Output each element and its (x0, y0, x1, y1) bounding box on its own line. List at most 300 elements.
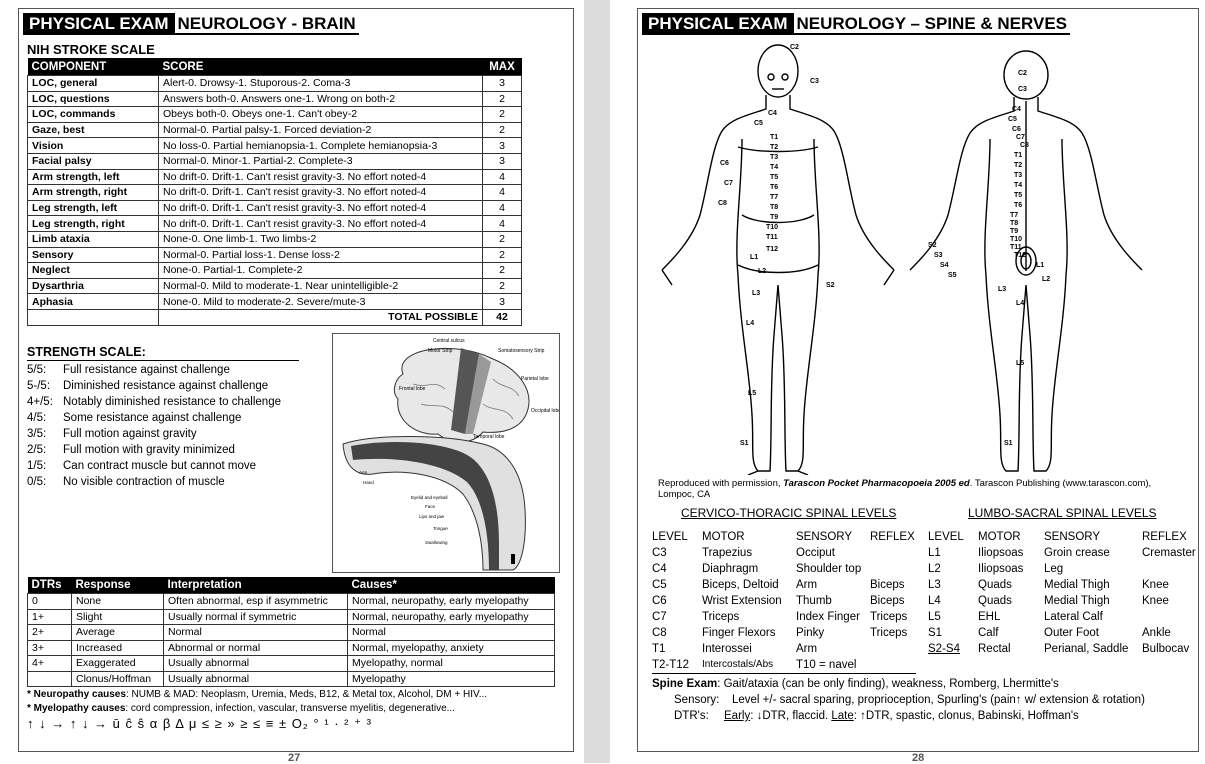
spine-reflex: Biceps (870, 579, 905, 591)
spine-exam-label: Spine Exam (652, 678, 718, 690)
logo-mark-icon (511, 554, 515, 564)
dermatome-label: C2 (790, 44, 799, 51)
myelopathy-text: : cord compression, infection, vascular, transverse myelitis, degenerative... (125, 703, 455, 714)
header-section-label: PHYSICAL EXAM (23, 13, 175, 35)
table-row (28, 216, 522, 232)
dermatome-label: T10 (766, 224, 779, 231)
dtr-level: 4+ (28, 656, 72, 672)
nih-component: Vision (28, 138, 159, 154)
nih-score: None-0. One limb-1. Two limbs-2 (159, 231, 483, 247)
neuropathy-text: : NUMB & MAD: Neoplasm, Uremia, Meds, B12, & Metal tox, Alcohol, DM + HIV... (125, 689, 488, 700)
dermatome-label: C6 (1012, 126, 1021, 133)
spine-reflex: Cremaster (1142, 547, 1196, 559)
nih-component: LOC, questions (28, 91, 159, 107)
nih-header-component: COMPONENT (28, 58, 159, 76)
spine-exam-notes (652, 676, 1192, 724)
nih-score: Normal-0. Partial palsy-1. Forced deviation-2 (159, 122, 483, 138)
dermatome-label: S1 (740, 440, 749, 447)
dermatome-label: C8 (1020, 142, 1029, 149)
nih-score: Answers both-0. Answers one-1. Wrong on both-2 (159, 91, 483, 107)
nih-total-row (28, 309, 522, 325)
nih-max: 2 (483, 122, 522, 138)
list-item (27, 426, 281, 442)
dermatome-label: T12 (1014, 252, 1027, 259)
strength-desc: No visible contraction of muscle (63, 476, 225, 488)
dermatome-label: S3 (934, 252, 943, 259)
spine-reflex (870, 561, 916, 577)
label-parietal: Parietal lobe (521, 376, 549, 382)
table-row (652, 641, 916, 657)
nih-header-max: MAX (483, 58, 522, 76)
dtr-causes: Normal, neuropathy, early myelopathy (348, 609, 555, 625)
dermatome-label: L2 (758, 268, 767, 275)
dtr-late-label: Late (831, 710, 854, 722)
table-row (928, 593, 1196, 609)
spine-motor: Finger Flexors (702, 627, 776, 639)
dtr-causes: Myelopathy (348, 671, 555, 687)
dtr-early-label: Early (724, 710, 751, 722)
nih-component: Arm strength, left (28, 169, 159, 185)
table-row (28, 609, 555, 625)
header-title: NEUROLOGY - BRAIN (175, 13, 359, 35)
spine-sensory: Occiput (796, 547, 835, 559)
spine-motor: Calf (978, 627, 999, 639)
causes-notes (27, 688, 567, 716)
dtr-interpretation: Abnormal or normal (164, 640, 348, 656)
spine-reflex: Knee (1142, 595, 1169, 607)
table-row (928, 561, 1196, 577)
dermatome-label: C5 (754, 120, 763, 127)
dermatome-label: T7 (770, 194, 779, 201)
strength-grade: 5/5: (27, 364, 47, 376)
dtr-early-text: : ↓DTR, flaccid. (750, 710, 832, 722)
ls-header-reflex: REFLEX (1142, 530, 1187, 543)
spine-motor: Iliopsoas (978, 547, 1024, 559)
spine-level: L1 (928, 547, 941, 559)
front-dermatome-labels (718, 44, 835, 447)
nih-max: 4 (483, 200, 522, 216)
spine-motor: Wrist Extension (702, 595, 782, 607)
nih-component: Arm strength, right (28, 185, 159, 201)
dermatome-label: L4 (746, 320, 755, 327)
dermatome-label: T6 (770, 184, 779, 191)
strength-grade: 5-/5: (27, 380, 51, 392)
dermatome-label: T5 (770, 174, 779, 181)
ls-header-level: LEVEL (928, 530, 964, 543)
nih-score: Normal-0. Mild to moderate-1. Near unintelligible-2 (159, 278, 483, 294)
label-motor-strip: Motor Strip (428, 348, 453, 354)
header-title-right: NEUROLOGY – SPINE & NERVES (794, 13, 1071, 35)
spine-sensory: Lateral Calf (1044, 611, 1103, 623)
label-central-sulcus: Central sulcus (433, 338, 465, 344)
spine-level: C6 (652, 595, 667, 607)
ct-header-sensory: SENSORY (796, 530, 853, 543)
table-row (28, 294, 522, 310)
nih-score: None-0. Partial-1. Complete-2 (159, 263, 483, 279)
dermatome-label: T4 (1014, 182, 1023, 189)
spine-exam-text: : Gait/ataxia (can be only finding), weakness, Romberg, Lhermitte's (717, 678, 1059, 690)
nih-max: 2 (483, 247, 522, 263)
spine-sensory: Medial Thigh (1044, 579, 1110, 591)
spine-sensory: Perianal, Saddle (1044, 643, 1129, 655)
page-number-right: 28 (912, 752, 925, 764)
dermatome-label: T3 (770, 154, 779, 161)
nih-component: Leg strength, left (28, 200, 159, 216)
nih-score: Obeys both-0. Obeys one-1. Can't obey-2 (159, 107, 483, 123)
spine-motor: Trapezius (702, 547, 753, 559)
dtr-causes: Normal, myelopathy, anxiety (348, 640, 555, 656)
symbol-row: ↑ ↓ → ↑ ↓ → ū ĉ ŝ α β Δ μ ≤ ≥ » ≥ ≤ ≡ ± O₂ ° ¹ · ² ⁺ ³ (27, 716, 372, 731)
dtr-level: 2+ (28, 625, 72, 641)
spine-reflex: Biceps (870, 595, 905, 607)
label-arm: Arm (359, 470, 368, 475)
strength-grade: 4/5: (27, 412, 47, 424)
spine-level: C3 (652, 547, 667, 559)
table-row (928, 641, 1196, 657)
nih-max: 4 (483, 185, 522, 201)
strength-desc: Full motion against gravity (63, 428, 197, 440)
table-row (28, 625, 555, 641)
spine-motor: EHL (978, 611, 1001, 623)
spine-motor: Iliopsoas (978, 563, 1024, 575)
dermatome-label: T1 (1014, 152, 1023, 159)
dtr-response: Slight (72, 609, 164, 625)
dtr-late-text: : ↑DTR, spastic, clonus, Babinski, Hoffman's (853, 710, 1079, 722)
dtr-header-causes: Causes* (348, 577, 555, 594)
spine-level: L4 (928, 595, 941, 607)
dermatome-label: S2 (928, 242, 937, 249)
nih-component: Neglect (28, 263, 159, 279)
spine-reflex: Ankle (1142, 627, 1171, 639)
list-item (27, 394, 281, 410)
label-tongue: Tongue (433, 526, 448, 531)
cervico-thoracic-title: CERVICO-THORACIC SPINAL LEVELS (681, 506, 897, 520)
spine-exam-line (652, 676, 1192, 692)
table-row (652, 657, 916, 674)
table-row (28, 594, 555, 610)
dermatome-label: C3 (1018, 86, 1027, 93)
dtr-header-level: DTRs (28, 577, 72, 594)
myelopathy-note (27, 702, 567, 716)
dermatome-label: S4 (940, 262, 949, 269)
nih-score: None-0. Mild to moderate-2. Severe/mute-3 (159, 294, 483, 310)
table-row (652, 593, 916, 609)
nih-total-empty (28, 309, 159, 325)
nih-max: 3 (483, 153, 522, 169)
spine-reflex (870, 657, 916, 674)
caption-book-title: Tarascon Pocket Pharmacopoeia 2005 ed (783, 478, 970, 489)
brain-diagram (333, 334, 559, 572)
myelopathy-label: * Myelopathy causes (27, 703, 126, 714)
dermatome-label: C7 (1016, 134, 1025, 141)
strength-grade: 2/5: (27, 444, 47, 456)
nih-score: Alert-0. Drowsy-1. Stuporous-2. Coma-3 (159, 76, 483, 92)
spine-motor: Biceps, Deltoid (702, 579, 779, 591)
dtr-interpretation: Normal (164, 625, 348, 641)
page-header (23, 13, 359, 35)
table-row (28, 231, 522, 247)
strength-desc: Full motion with gravity minimized (63, 444, 235, 456)
dermatome-label: C5 (1008, 116, 1017, 123)
dermatome-label: S2 (826, 282, 835, 289)
spine-level: T2-T12 (652, 657, 702, 674)
dermatome-label: T3 (1014, 172, 1023, 179)
nih-component: Limb ataxia (28, 231, 159, 247)
lumbo-sacral-table (928, 528, 1196, 657)
label-temporal: Temporal lobe (473, 434, 505, 440)
table-row (652, 609, 916, 625)
table-row (928, 577, 1196, 593)
list-item (27, 474, 281, 490)
table-row (28, 671, 555, 687)
spine-level: L5 (928, 611, 941, 623)
spine-sensory: Index Finger (796, 611, 860, 623)
spine-level: C4 (652, 563, 667, 575)
nih-max: 3 (483, 294, 522, 310)
nih-component: LOC, general (28, 76, 159, 92)
ct-header-level: LEVEL (652, 530, 688, 543)
table-row (28, 247, 522, 263)
dtr-interpretation: Often abnormal, esp if asymmetric (164, 594, 348, 610)
dermatome-label: S1 (1004, 440, 1013, 447)
spine-sensory: Arm (796, 579, 818, 591)
table-row (928, 545, 1196, 561)
nih-score: Normal-0. Minor-1. Partial-2. Complete-3 (159, 153, 483, 169)
dermatome-label: L5 (1016, 360, 1025, 367)
ls-header-motor: MOTOR (978, 530, 1021, 543)
dermatome-label: T7 (1010, 212, 1019, 219)
list-item (27, 362, 281, 378)
list-item (27, 442, 281, 458)
nih-max: 2 (483, 231, 522, 247)
table-row (652, 577, 916, 593)
dtr-line (652, 708, 1192, 724)
spine-motor: Rectal (978, 643, 1011, 655)
spine-reflex (1142, 561, 1196, 577)
table-row (28, 153, 522, 169)
spine-level: L3 (928, 579, 941, 591)
nih-score: No drift-0. Drift-1. Can't resist gravity-3. No effort noted-4 (159, 200, 483, 216)
spine-reflex (870, 545, 916, 561)
back-body-outline (910, 51, 1142, 471)
strength-desc: Full resistance against challenge (63, 364, 230, 376)
strength-grade: 1/5: (27, 460, 47, 472)
table-row (28, 91, 522, 107)
table-row (28, 169, 522, 185)
dermatome-label: S5 (948, 272, 957, 279)
dtr-causes: Normal, neuropathy, early myelopathy (348, 594, 555, 610)
spine-level: C5 (652, 579, 667, 591)
spine-sensory: Groin crease (1044, 547, 1110, 559)
strength-title: STRENGTH SCALE: (27, 345, 299, 361)
nih-component: Aphasia (28, 294, 159, 310)
dtr-table (27, 577, 555, 687)
dtr-causes: Normal (348, 625, 555, 641)
table-row (28, 76, 522, 92)
dtr-interpretation: Usually abnormal (164, 656, 348, 672)
dtr-label: DTR's: (674, 710, 709, 722)
spine-sensory: Pinky (796, 627, 825, 639)
nih-component: Sensory (28, 247, 159, 263)
dermatome-label: C4 (1012, 106, 1021, 113)
neuropathy-label: * Neuropathy causes (27, 689, 126, 700)
figure-caption (658, 478, 1188, 500)
nih-score: No drift-0. Drift-1. Can't resist gravity-3. No effort noted-4 (159, 185, 483, 201)
caption-part-2: . Tarascon Publishing (www.tarascon.com), Lompoc, CA (658, 478, 1152, 500)
dermatome-label: L1 (1036, 262, 1045, 269)
spine-sensory: Shoulder top (796, 563, 862, 575)
nih-max: 2 (483, 107, 522, 123)
dermatome-label: C6 (720, 160, 729, 167)
spine-motor: Triceps (702, 611, 740, 623)
dermatome-label: C7 (724, 180, 733, 187)
spine-reflex (870, 641, 916, 657)
table-row (928, 609, 1196, 625)
front-body-outline (662, 45, 894, 475)
dermatome-label: C8 (718, 200, 727, 207)
nih-max: 2 (483, 263, 522, 279)
list-item (27, 410, 281, 426)
label-frontal: Frontal lobe (399, 386, 426, 392)
spine-motor: Diaphragm (702, 563, 759, 575)
dermatome-label: T2 (1014, 162, 1023, 169)
nih-component: Leg strength, right (28, 216, 159, 232)
brain-illustration (332, 333, 560, 573)
dermatome-label: C3 (810, 78, 819, 85)
caption-part-1: Reproduced with permission, (658, 478, 784, 489)
dtr-response: Exaggerated (72, 656, 164, 672)
table-row (28, 107, 522, 123)
table-row (28, 122, 522, 138)
spine-reflex: Knee (1142, 579, 1169, 591)
strength-desc: Notably diminished resistance to challenge (63, 396, 281, 408)
label-hand: Hand (363, 480, 374, 485)
table-row (28, 263, 522, 279)
spine-level: T1 (652, 643, 666, 655)
nih-score: No loss-0. Partial hemianopsia-1. Complete hemianopsia-3 (159, 138, 483, 154)
table-row (28, 138, 522, 154)
neuropathy-note (27, 688, 567, 702)
dermatome-label: L3 (998, 286, 1007, 293)
dtr-causes: Myelopathy, normal (348, 656, 555, 672)
dtr-interpretation: Usually abnormal (164, 671, 348, 687)
table-row (652, 625, 916, 641)
ct-header-reflex: REFLEX (870, 530, 915, 543)
spine-reflex: Triceps (870, 611, 908, 623)
nih-max: 3 (483, 138, 522, 154)
dermatome-figure (638, 35, 1199, 475)
nih-component: LOC, commands (28, 107, 159, 123)
spine-level: L2 (928, 563, 941, 575)
strength-desc: Can contract muscle but cannot move (63, 460, 257, 472)
nih-max: 2 (483, 278, 522, 294)
spine-level: C7 (652, 611, 667, 623)
nih-score: No drift-0. Drift-1. Can't resist gravity-3. No effort noted-4 (159, 169, 483, 185)
dermatome-label: L5 (748, 390, 757, 397)
label-occipital: Occipital lobe (531, 408, 559, 414)
nih-max: 2 (483, 91, 522, 107)
dermatome-label: T12 (766, 246, 779, 253)
dtr-header-interpretation: Interpretation (164, 577, 348, 594)
dermatome-label: T1 (770, 134, 779, 141)
spine-reflex (1142, 609, 1196, 625)
spine-sensory: Leg (1044, 563, 1064, 575)
spine-level: C8 (652, 627, 667, 639)
label-swallowing: Swallowing (425, 540, 448, 545)
dermatome-label: T9 (1010, 228, 1019, 235)
nih-total-label: TOTAL POSSIBLE (159, 309, 483, 325)
table-row (28, 185, 522, 201)
table-row (928, 625, 1196, 641)
label-somatosensory: Somatosensory Strip (498, 348, 545, 354)
dermatome-label: T10 (1010, 236, 1023, 243)
dtr-response: Increased (72, 640, 164, 656)
ct-header-motor: MOTOR (702, 530, 745, 543)
dtr-level: 3+ (28, 640, 72, 656)
nih-total-value: 42 (483, 309, 522, 325)
dermatome-label: T9 (770, 214, 779, 221)
strength-list (27, 362, 281, 490)
page-27 (18, 8, 574, 752)
nih-score: No drift-0. Drift-1. Can't resist gravity-3. No effort noted-4 (159, 216, 483, 232)
dtr-header-response: Response (72, 577, 164, 594)
nih-score: Normal-0. Partial loss-1. Dense loss-2 (159, 247, 483, 263)
spine-reflex: Bulbocav (1142, 643, 1190, 655)
cervico-thoracic-table (652, 528, 916, 674)
dermatome-label: T8 (770, 204, 779, 211)
nih-title: NIH STROKE SCALE (27, 42, 155, 57)
dtr-level: 1+ (28, 609, 72, 625)
nih-header-score: SCORE (159, 58, 483, 76)
dtr-response: None (72, 594, 164, 610)
spine-level: S1 (928, 627, 943, 639)
page-number-left: 27 (288, 752, 301, 764)
dermatome-label: L4 (1016, 300, 1025, 307)
table-row (28, 656, 555, 672)
list-item (27, 378, 281, 394)
table-row (28, 640, 555, 656)
table-row (28, 278, 522, 294)
dermatome-label: T11 (1010, 244, 1022, 251)
sensory-text: Level +/- sacral sparing, proprioception, Spurling's (pain↑ w/ extension & rotation) (732, 694, 1145, 706)
spine-sensory: Medial Thigh (1044, 595, 1110, 607)
page-gutter (584, 0, 610, 763)
nih-max: 4 (483, 169, 522, 185)
table-row (28, 200, 522, 216)
nih-max: 4 (483, 216, 522, 232)
dermatome-label: C4 (768, 110, 777, 117)
dtr-response: Average (72, 625, 164, 641)
lumbo-sacral-title: LUMBO-SACRAL SPINAL LEVELS (968, 506, 1157, 520)
nih-max: 3 (483, 76, 522, 92)
spine-motor: Quads (978, 595, 1012, 607)
spine-motor: Interossei (702, 643, 752, 655)
spine-sensory: Arm (796, 643, 818, 655)
spine-sensory: Outer Foot (1044, 627, 1099, 639)
label-face: Face (425, 504, 436, 509)
dermatome-label: L3 (752, 290, 761, 297)
table-row (652, 545, 916, 561)
dermatome-label: T6 (1014, 202, 1023, 209)
strength-grade: 3/5: (27, 428, 47, 440)
spine-motor: Quads (978, 579, 1012, 591)
strength-grade: 4+/5: (27, 396, 53, 408)
sensory-label: Sensory: (674, 694, 720, 706)
table-row (652, 561, 916, 577)
dtr-interpretation: Usually normal if symmetric (164, 609, 348, 625)
spine-motor: Intercostals/Abs (702, 657, 796, 674)
dermatome-label: T8 (1010, 220, 1019, 227)
